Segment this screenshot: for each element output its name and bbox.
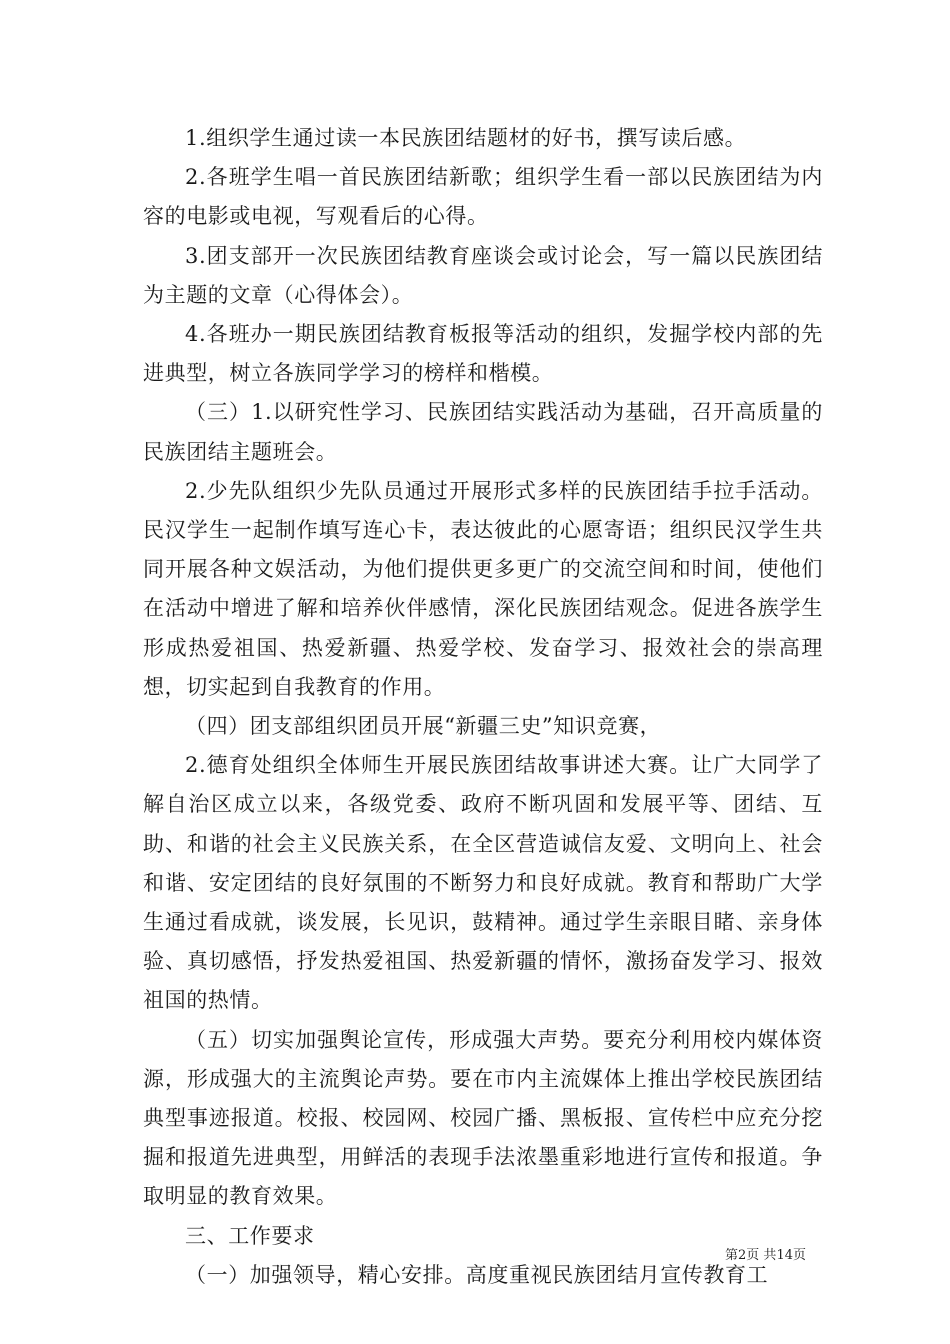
paragraph-11: （一）加强领导，精心安排。高度重视民族团结月宣传教育工 <box>185 1262 769 1287</box>
paragraph-8: 2.德育处组织全体师生开展民族团结故事讲述大赛。让广大同学了解自治区成立以来，各级党委、政府不断巩固和发展平等、团结、互助、和谐的社会主义民族关系，在全区营造诚信友爱、文明向上、社会和谐、安定团结的良好氛围的不断努力和良好成就。教育和帮助广大学生通过看成就，谈发展，长见识，鼓精神。通过学生亲眼目睹、亲身体验、真切感悟，抒发热爱祖国、热爱新疆的情怀，激扬奋发学习、报效祖国的热情。 <box>143 753 823 1013</box>
paragraph-1: 1.组织学生通过读一本民族团结题材的好书，撰写读后感。 <box>185 126 747 150</box>
section-heading: 三、工作要求 <box>185 1223 315 1248</box>
footer-suffix: 页 <box>792 1248 806 1263</box>
paragraph-5: （三）1.以研究性学习、民族团结实践活动为基础，召开高质量的民族团结主题班会。 <box>143 400 823 464</box>
footer-middle: 页 共 <box>746 1248 777 1263</box>
document-body <box>143 119 823 1295</box>
paragraph-9: （五）切实加强舆论宣传，形成强大声势。要充分利用校内媒体资源，形成强大的主流舆论声势。要在市内主流媒体上推出学校民族团结典型事迹报道。校报、校园网、校园广播、黑板报、宣传栏中应充分挖掘和报道先进典型，用鲜活的表现手法浓墨重彩地进行宣传和报道。争取明显的教育效果。 <box>143 1027 823 1209</box>
total-pages-number: 14 <box>776 1248 793 1263</box>
paragraph-6: 2.少先队组织少先队员通过开展形式多样的民族团结手拉手活动。民汉学生一起制作填写连心卡，表达彼此的心愿寄语；组织民汉学生共同开展各种文娱活动，为他们提供更多更广的交流空间和时间，使他们在活动中增进了解和培养伙伴感情，深化民族团结观念。促进各族学生形成热爱祖国、热爱新疆、热爱学校、发奋学习、报效社会的崇高理想，切实起到自我教育的作用。 <box>143 478 823 699</box>
paragraph-7: （四）团支部组织团员开展“新疆三史”知识竞赛， <box>185 714 662 739</box>
footer-prefix: 第 <box>725 1248 739 1263</box>
paragraph-3: 3.团支部开一次民族团结教育座谈会或讨论会，写一篇以民族团结为主题的文章（心得体会）。 <box>143 243 823 307</box>
page-number-footer <box>725 1248 806 1264</box>
paragraph-4: 4.各班办一期民族团结教育板报等活动的组织，发掘学校内部的先进典型，树立各族同学学习的榜样和楷模。 <box>143 322 823 386</box>
current-page-number: 2 <box>738 1248 747 1263</box>
paragraph-2: 2.各班学生唱一首民族团结新歌；组织学生看一部以民族团结为内容的电影或电视，写观看后的心得。 <box>143 165 823 229</box>
